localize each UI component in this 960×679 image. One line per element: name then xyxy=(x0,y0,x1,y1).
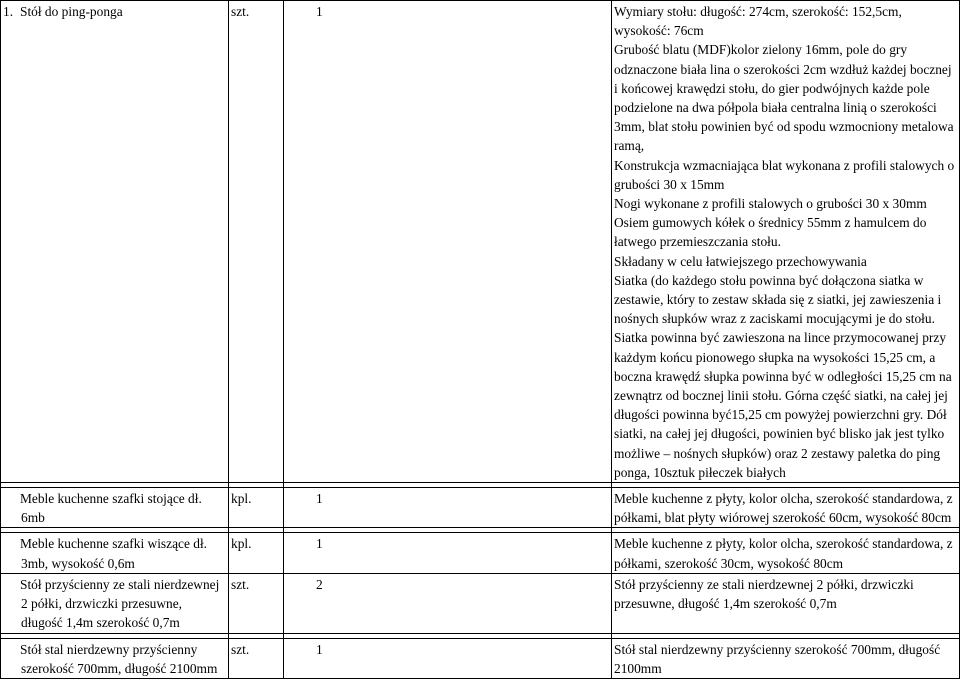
item-cell xyxy=(1,488,229,528)
item-qty: 1 xyxy=(316,491,323,507)
item-unit: szt. xyxy=(231,641,250,657)
item-cell xyxy=(1,573,229,633)
qty-cell xyxy=(284,638,612,678)
item-number: 1. xyxy=(3,4,14,19)
item-unit: kpl. xyxy=(231,536,252,552)
item-name: Stół do ping-ponga xyxy=(20,4,123,19)
qty-cell xyxy=(284,533,612,573)
unit-cell xyxy=(229,573,284,633)
item-unit: szt. xyxy=(231,576,250,592)
table-row xyxy=(1,533,960,573)
item-qty: 1 xyxy=(316,641,323,657)
unit-cell xyxy=(229,533,284,573)
description-cell xyxy=(612,1,960,483)
qty-cell xyxy=(284,488,612,528)
item-qty: 1 xyxy=(316,4,323,19)
desc-paragraph: Siatka (do każdego stołu powinna być dołączona siatka w zestawie, który to zestaw składa się z siatki, jej zawieszenia i nośnych słupków wraz z zaciskami mocującymi je do stołu. Siatka powinna być zawieszona na lince przymocowanej przy każdym końcu pionowego słupka na wysokości 15,25 cm, a boczna krawędź słupka powinna być w odległości 15,25 cm na zewnątrz od bocznej linii stołu. Górna część siatki, na całej jej długości powinna być15,25 cm powyżej powierzchni gry. Dół siatki, na całej jej długości, powinien być blisko jak jest tylko możliwe – nośnych słupków) oraz 2 zestawy paletka do ping ponga, 10sztuk piłeczek białych xyxy=(614,272,952,480)
item-number xyxy=(3,640,20,659)
item-unit: kpl. xyxy=(231,491,252,507)
desc-paragraph: Stół przyścienny ze stali nierdzewnej 2 półki, drzwiczki przesuwne, długość 1,4m szerokość 0,7m xyxy=(614,576,914,612)
desc-paragraph: Meble kuchenne z płyty, kolor olcha, szerokość standardowa, z półkami, blat płyty wiórowej szerokość 60cm, wysokość 80cm xyxy=(614,491,953,526)
item-number xyxy=(3,575,20,594)
description-cell xyxy=(612,573,960,633)
item-cell xyxy=(1,533,229,573)
desc-paragraph: Osiem gumowych kółek o średnicy 55mm z hamulcem do łatwego przemieszczania stołu. xyxy=(614,215,927,250)
desc-paragraph: Stół stal nierdzewny przyścienny szerokość 700mm, długość 2100mm xyxy=(614,641,941,676)
desc-paragraph: Konstrukcja wzmacniająca blat wykonana z profili stalowych o grubości 30 x 15mm xyxy=(614,157,955,192)
item-name: Stół stal nierdzewny przyścienny szerokość 700mm, długość 2100mm xyxy=(20,641,218,676)
desc-paragraph: Meble kuchenne z płyty, kolor olcha, szerokość standardowa, z półkami, szerokość 30cm, wysokość 80cm xyxy=(614,536,953,571)
item-name: Meble kuchenne szafki stojące dł. 6mb xyxy=(20,491,202,526)
item-qty: 1 xyxy=(316,536,323,552)
unit-cell xyxy=(229,488,284,528)
item-cell xyxy=(1,1,229,483)
description-cell xyxy=(612,638,960,678)
table-row xyxy=(1,573,960,633)
description-cell xyxy=(612,488,960,528)
unit-cell xyxy=(229,638,284,678)
item-qty: 2 xyxy=(316,576,323,592)
item-name: Meble kuchenne szafki wiszące dł. 3mb, wysokość 0,6m xyxy=(20,536,208,571)
item-name: Stół przyścienny ze stali nierdzewnej 2 półki, drzwiczki przesuwne, długość 1,4m szerokość 0,7m xyxy=(20,576,220,631)
qty-cell xyxy=(284,573,612,633)
desc-paragraph: Nogi wykonane z profili stalowych o grubości 30 x 30mm xyxy=(614,196,927,212)
desc-paragraph: Składany w celu łatwiejszego przechowywania xyxy=(614,253,867,269)
item-number xyxy=(3,489,20,508)
desc-paragraph: Wymiary stołu: długość: 274cm, szerokość: 152,5cm, wysokość: 76cm xyxy=(614,4,902,39)
table-row xyxy=(1,638,960,678)
item-cell xyxy=(1,638,229,678)
qty-cell xyxy=(284,1,612,483)
desc-paragraph: Grubość blatu (MDF)kolor zielony 16mm, pole do gry odznaczone biała lina o szerokości 2cm wzdłuż każdej bocznej i końcowej krawędzi stołu, do gier podwójnych każde pole podzielone na dwa półpola biała centralna linią o szerokości 3mm, blat stołu powinien być od spodu wzmocniony metalowa ramą, xyxy=(614,42,954,154)
description-cell xyxy=(612,533,960,573)
unit-cell xyxy=(229,1,284,483)
item-number xyxy=(3,534,20,553)
table-row xyxy=(1,1,960,483)
item-unit: szt. xyxy=(231,4,250,19)
table-row xyxy=(1,488,960,528)
